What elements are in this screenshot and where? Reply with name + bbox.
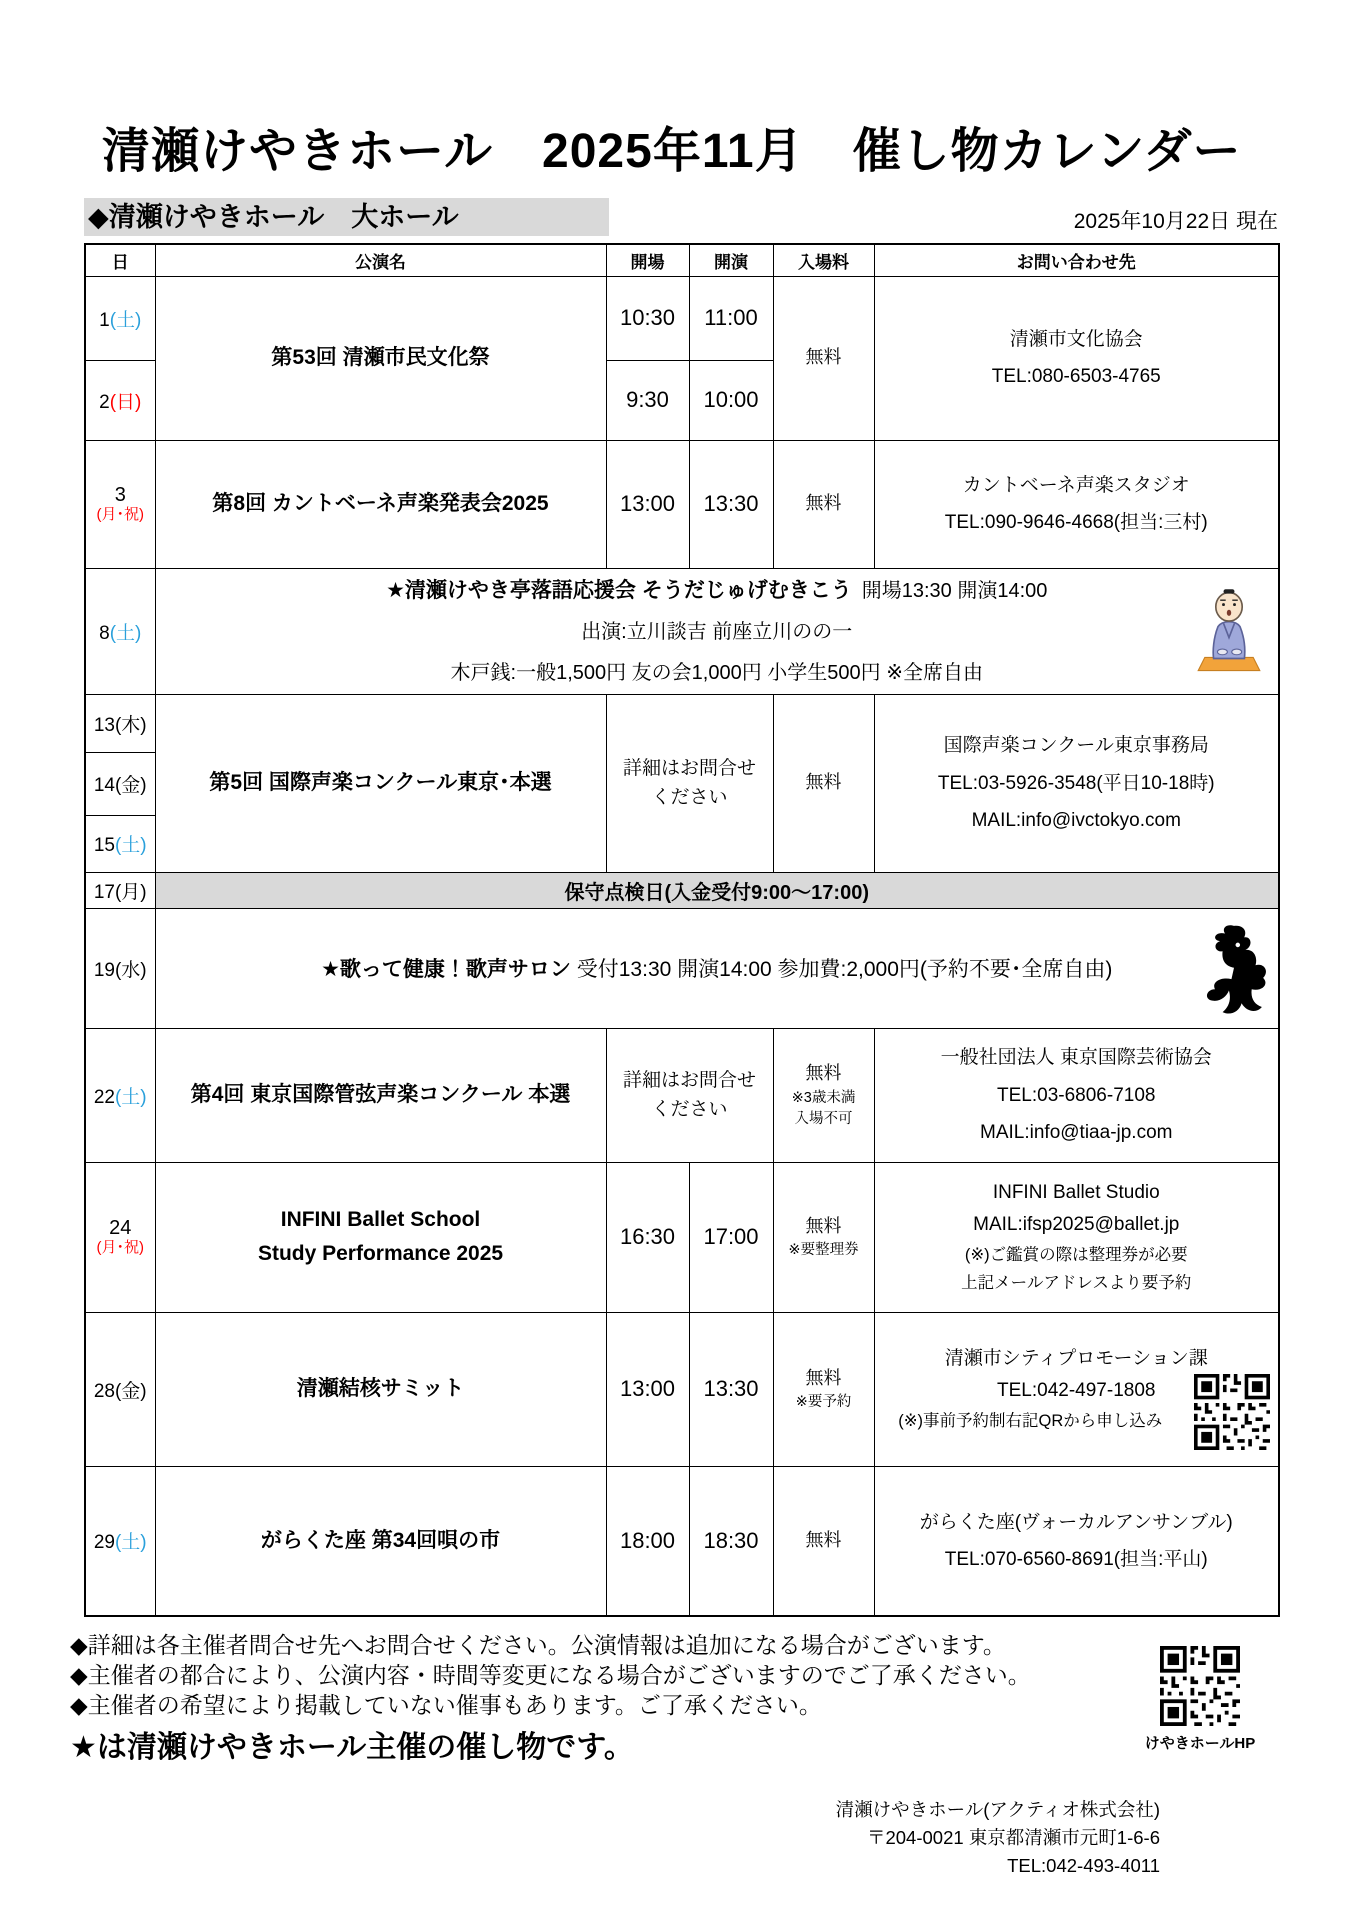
- event-title: がらくた座 第34回唄の市: [155, 1466, 606, 1616]
- table-row: [85, 1028, 1279, 1162]
- open-time: 9:30: [606, 360, 689, 440]
- day-cell-17: [85, 872, 155, 908]
- table-row: [85, 1466, 1279, 1616]
- rakugo-event-cell: [155, 568, 1279, 694]
- table-row: [85, 872, 1279, 908]
- rakugo-performer-icon: [1196, 585, 1262, 677]
- inquire-cell: [606, 1028, 773, 1162]
- table-row: [85, 694, 1279, 752]
- day-of-week: (月･祝): [96, 506, 144, 524]
- day-cell-22: [85, 1028, 155, 1162]
- singing-salon-cell: [155, 908, 1279, 1028]
- day-of-week: (土): [114, 1086, 147, 1108]
- inquire-line: ください: [651, 787, 728, 809]
- day-of-week: (日): [109, 391, 142, 413]
- star-note: ★は清瀬けやきホール主催の催し物です。: [70, 1731, 634, 1764]
- contact-line: 一般社団法人 東京国際芸術協会: [940, 1047, 1212, 1069]
- event-title: 第8回 カントベーネ声楽発表会2025: [155, 440, 606, 568]
- contact-line: MAIL:ifsp2025@ballet.jp: [973, 1214, 1180, 1235]
- event-line: [156, 569, 1279, 612]
- day-of-week: (金): [114, 1380, 147, 1402]
- contact-line: TEL:070-6560-8691(担当:平山): [944, 1548, 1208, 1570]
- contact-line: TEL:03-6806-7108: [997, 1084, 1156, 1106]
- day-number: 1: [99, 309, 110, 331]
- day-of-week: (水): [114, 959, 147, 981]
- table-row: [85, 276, 1279, 360]
- day-of-week: (木): [114, 714, 147, 736]
- day-number: 22: [93, 1086, 115, 1108]
- contact-cell: [874, 1162, 1279, 1312]
- inquire-line: ください: [651, 1099, 728, 1121]
- day-of-week: (月): [114, 881, 147, 903]
- fee-cell: [773, 1312, 874, 1466]
- event-title: 第5回 国際声楽コンクール東京･本選: [155, 694, 606, 872]
- fee-cell: 無料: [773, 440, 874, 568]
- day-cell-2: [85, 360, 155, 440]
- fee-cell: 無料: [773, 276, 874, 440]
- hall-address-block: [836, 1796, 1160, 1880]
- table-row: [85, 1162, 1279, 1312]
- fee-cell: 無料: [773, 1466, 874, 1616]
- table-row: [85, 440, 1279, 568]
- hall-homepage-qr-label: けやきホールHP: [1144, 1735, 1256, 1752]
- fee-main: 無料: [805, 1215, 842, 1236]
- col-header-fee: 入場料: [773, 244, 874, 276]
- day-cell-3: [85, 440, 155, 568]
- day-number: 2: [99, 391, 110, 413]
- table-header-row: [85, 244, 1279, 276]
- day-number: 17: [93, 881, 115, 903]
- hall-name: 清瀬けやきホール(アクティオ株式会社): [835, 1799, 1160, 1820]
- col-header-contact: お問い合わせ先: [874, 244, 1279, 276]
- event-performers: 出演:立川談吉 前座立川のの一: [581, 620, 853, 643]
- contact-line: TEL:03-5926-3548(平日10-18時): [937, 772, 1215, 794]
- event-title: ★清瀬けやき亭落語応援会 そうだじゅげむきこう: [386, 578, 852, 602]
- as-of-date: 2025年10月22日 現在: [1073, 210, 1278, 233]
- day-cell-8: [85, 568, 155, 694]
- event-title-line: Study Performance 2025: [257, 1242, 504, 1266]
- fee-cell: [773, 1028, 874, 1162]
- fee-cell: [773, 1162, 874, 1312]
- table-row: [85, 908, 1279, 1028]
- start-time: 11:00: [689, 276, 773, 360]
- day-number: 14: [93, 775, 115, 797]
- contact-cell: [874, 694, 1279, 872]
- footer-notes: [70, 1630, 1031, 1720]
- start-time: 13:30: [689, 440, 773, 568]
- start-time: 18:30: [689, 1466, 773, 1616]
- col-header-event: 公演名: [155, 244, 606, 276]
- open-time: 13:00: [606, 1312, 689, 1466]
- contact-note: (※)ご鑑賞の際は整理券が必要: [964, 1246, 1188, 1265]
- event-prices: 木戸銭:一般1,500円 友の会1,000円 小学生500円 ※全席自由: [450, 661, 983, 684]
- contact-cell: [874, 276, 1279, 440]
- day-cell-29: [85, 1466, 155, 1616]
- event-title: 第53回 清瀬市民文化祭: [155, 276, 606, 440]
- col-header-open: 開場: [606, 244, 689, 276]
- hall-homepage-qr-code: [1160, 1646, 1240, 1726]
- event-title-line: INFINI Ballet School: [280, 1208, 481, 1232]
- start-time: 17:00: [689, 1162, 773, 1312]
- inquire-line: 詳細はお問合せ: [622, 1069, 756, 1091]
- fee-note: ※要整理券: [788, 1242, 859, 1259]
- open-time: 10:30: [606, 276, 689, 360]
- day-number: 28: [93, 1380, 115, 1402]
- contact-line: MAIL:info@tiaa-jp.com: [980, 1121, 1173, 1143]
- day-number: 8: [99, 622, 110, 644]
- day-of-week: (月･祝): [96, 1239, 144, 1257]
- day-cell-14: [85, 752, 155, 815]
- note-line: ◆詳細は各主催者問合せ先へお問合せください。公演情報は追加になる場合がございます。: [70, 1632, 1006, 1658]
- fee-note: 入場不可: [794, 1110, 853, 1127]
- inquire-line: 詳細はお問合せ: [622, 757, 756, 779]
- contact-line: 国際声楽コンクール東京事務局: [943, 735, 1209, 757]
- section-header-main-hall: ◆清瀬けやきホール 大ホール: [84, 198, 609, 236]
- day-of-week: (土): [109, 309, 142, 331]
- day-of-week: (土): [109, 622, 142, 644]
- event-title: [155, 1162, 606, 1312]
- table-row: [85, 1312, 1279, 1466]
- contact-line: 清瀬市シティプロモーション課: [944, 1347, 1208, 1369]
- day-number: 13: [93, 714, 115, 736]
- contact-line: カントベーネ声楽スタジオ: [962, 474, 1190, 496]
- fee-main: 無料: [805, 1063, 842, 1084]
- open-time: 16:30: [606, 1162, 689, 1312]
- fee-cell: 無料: [773, 694, 874, 872]
- day-cell-28: [85, 1312, 155, 1466]
- contact-cell: [874, 1466, 1279, 1616]
- fee-note: ※3歳未満: [791, 1089, 856, 1106]
- hall-postal-address: 〒204-0021 東京都清瀬市元町1-6-6: [866, 1827, 1160, 1848]
- event-times: 開場13:30 開演14:00: [861, 579, 1048, 602]
- event-title: ★歌って健康！歌声サロン: [321, 958, 571, 982]
- day-number: 15: [93, 835, 115, 857]
- contact-line: INFINI Ballet Studio: [992, 1181, 1160, 1203]
- fee-note: ※要予約: [795, 1394, 852, 1411]
- contact-cell: [874, 440, 1279, 568]
- reservation-qr-code: [1194, 1374, 1270, 1450]
- contact-note: (※)事前予約制右記QRから申し込み: [898, 1412, 1163, 1431]
- note-line: ◆主催者の都合により、公演内容・時間等変更になる場合がございますのでご了承ください。: [70, 1662, 1031, 1688]
- event-table: [84, 243, 1280, 1617]
- day-cell-13: [85, 694, 155, 752]
- table-row: [85, 568, 1279, 694]
- event-title: 第4回 東京国際管弦声楽コンクール 本選: [155, 1028, 606, 1162]
- col-header-start: 開演: [689, 244, 773, 276]
- day-of-week: (金): [114, 775, 147, 797]
- day-cell-19: [85, 908, 155, 1028]
- start-time: 13:30: [689, 1312, 773, 1466]
- event-title: 清瀬結核サミット: [155, 1312, 606, 1466]
- open-time: 13:00: [606, 440, 689, 568]
- maintenance-day-cell: 保守点検日(入金受付9:00～17:00): [155, 872, 1279, 908]
- contact-line: TEL:090-9646-4668(担当:三村): [944, 512, 1208, 533]
- contact-note: 上記メールアドレスより要予約: [961, 1274, 1192, 1293]
- hall-phone: TEL:042-493-4011: [1007, 1855, 1160, 1876]
- day-number: 19: [93, 959, 115, 981]
- contact-line: 清瀬市文化協会: [1009, 328, 1143, 350]
- day-number: 3: [114, 484, 126, 507]
- contact-cell: [874, 1312, 1279, 1466]
- contact-line: がらくた座(ヴォーカルアンサンブル): [919, 1511, 1233, 1533]
- singer-silhouette-icon: [1196, 923, 1272, 1015]
- note-line: ◆主催者の希望により掲載していない催事もあります。ご了承ください。: [70, 1692, 822, 1718]
- day-of-week: (土): [114, 1532, 147, 1554]
- day-cell-24: [85, 1162, 155, 1312]
- contact-line: TEL:042-497-1808: [997, 1380, 1156, 1402]
- contact-line: TEL:080-6503-4765: [991, 366, 1161, 387]
- day-number: 24: [109, 1217, 132, 1240]
- inquire-cell: [606, 694, 773, 872]
- contact-line: MAIL:info@ivctokyo.com: [971, 809, 1181, 831]
- event-details: 受付13:30 開演14:00 参加費:2,000円(予約不要･全席自由): [576, 958, 1113, 982]
- page-title: 清瀬けやきホール 2025年11月 催し物カレンダー: [102, 125, 1242, 178]
- fee-main: 無料: [805, 1367, 842, 1388]
- day-of-week: (土): [114, 835, 147, 857]
- open-time: 18:00: [606, 1466, 689, 1616]
- day-cell-15: [85, 815, 155, 872]
- start-time: 10:00: [689, 360, 773, 440]
- contact-cell: [874, 1028, 1279, 1162]
- col-header-day: 日: [85, 244, 155, 276]
- day-cell-1: [85, 276, 155, 360]
- day-number: 29: [93, 1532, 115, 1554]
